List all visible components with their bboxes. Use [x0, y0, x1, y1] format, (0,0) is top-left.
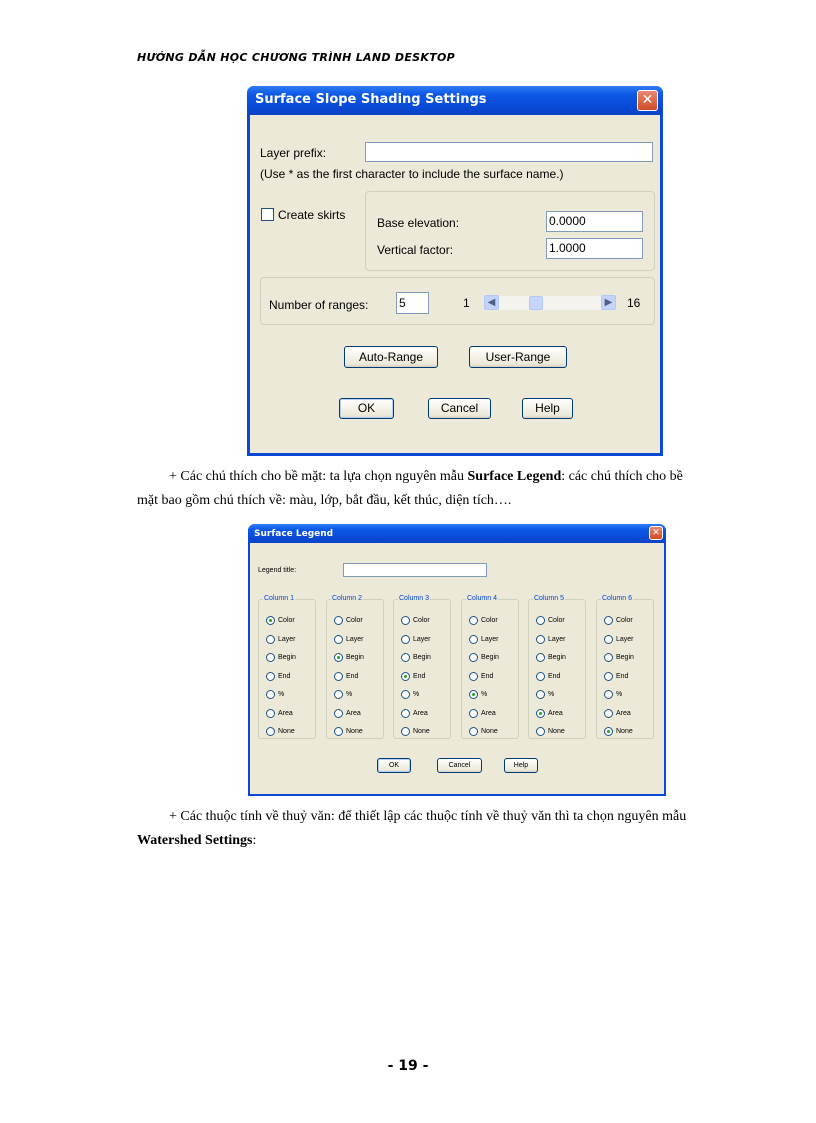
user-range-button[interactable]: User-Range [469, 346, 567, 368]
legend-option-label: % [616, 691, 623, 698]
legend-option-label: None [481, 728, 498, 735]
radio-button-icon[interactable] [536, 727, 545, 736]
legend-option-label: End [346, 673, 359, 680]
legend-option-label: None [346, 728, 363, 735]
legend-option-label: Layer [481, 636, 499, 643]
legend-option-label: Area [548, 710, 563, 717]
legend-option-label: Color [481, 617, 498, 624]
legend-option-label: Area [278, 710, 293, 717]
legend-option-label: End [413, 673, 426, 680]
legend-column-title: Column 2 [332, 595, 362, 602]
legend-column-group [326, 595, 384, 739]
legend-option-label: Layer [346, 636, 364, 643]
radio-button-icon[interactable] [469, 653, 478, 662]
legend-option-label: Color [278, 617, 295, 624]
ok-button[interactable]: OK [377, 758, 411, 773]
legend-option-label: Begin [278, 654, 296, 661]
watershed-description [137, 805, 737, 853]
ok-button[interactable]: OK [339, 398, 394, 419]
radio-button-icon[interactable] [266, 709, 275, 718]
radio-button-icon[interactable] [469, 616, 478, 625]
legend-option-label: Area [481, 710, 496, 717]
slope-shading-dialog [247, 86, 663, 456]
radio-button-icon[interactable] [266, 653, 275, 662]
legend-option-label: Color [413, 617, 430, 624]
page-header: HƯỚNG DẪN HỌC CHƯƠNG TRÌNH LAND DESKTOP [137, 51, 456, 64]
radio-button-icon[interactable] [604, 653, 613, 662]
radio-button-icon[interactable] [536, 709, 545, 718]
range-min-label: 1 [463, 296, 470, 310]
radio-button-icon[interactable] [334, 709, 343, 718]
radio-button-icon[interactable] [604, 635, 613, 644]
legend-option-label: None [616, 728, 633, 735]
base-elevation-label: Base elevation: [377, 216, 460, 230]
radio-button-icon[interactable] [334, 672, 343, 681]
legend-description-line2: mặt bao gồm chú thích về: màu, lớp, bắt đầu, kết thúc, diện tích…. [137, 493, 512, 508]
legend-column-title: Column 4 [467, 595, 497, 602]
radio-button-icon[interactable] [266, 616, 275, 625]
radio-button-icon[interactable] [604, 709, 613, 718]
legend-option-label: Area [616, 710, 631, 717]
legend-option-label: Area [413, 710, 428, 717]
legend-column-group [258, 595, 316, 739]
radio-button-icon[interactable] [401, 616, 410, 625]
radio-button-icon[interactable] [536, 616, 545, 625]
legend-title-label: Legend title: [258, 567, 297, 574]
surface-legend-term: Surface Legend [467, 469, 562, 484]
legend-dialog-body [250, 543, 664, 794]
legend-option-label: Layer [616, 636, 634, 643]
close-icon[interactable]: ✕ [649, 526, 663, 540]
radio-button-icon[interactable] [401, 635, 410, 644]
radio-button-icon[interactable] [469, 635, 478, 644]
legend-option-label: % [548, 691, 555, 698]
legend-option-label: None [413, 728, 430, 735]
watershed-settings-term: Watershed Settings [137, 833, 253, 848]
legend-option-label: End [616, 673, 629, 680]
radio-button-icon[interactable] [266, 727, 275, 736]
legend-option-label: End [481, 673, 494, 680]
layer-prefix-label: Layer prefix: [260, 146, 327, 160]
slope-dialog-title: Surface Slope Shading Settings [255, 92, 487, 107]
radio-button-icon[interactable] [604, 727, 613, 736]
radio-button-icon[interactable] [604, 672, 613, 681]
create-skirts-label: Create skirts [278, 208, 346, 222]
radio-button-icon[interactable] [266, 672, 275, 681]
scroll-right-icon[interactable]: ▶ [601, 295, 616, 310]
radio-button-icon[interactable] [401, 653, 410, 662]
radio-button-icon[interactable] [469, 727, 478, 736]
radio-button-icon[interactable] [401, 727, 410, 736]
legend-option-label: None [278, 728, 295, 735]
legend-description-line1: + Các chú thích cho bề mặt: ta lựa chọn nguyên mẫu Surface Legend: các chú thích cho bề [169, 469, 683, 484]
cancel-button[interactable]: Cancel [428, 398, 491, 419]
legend-column-title: Column 5 [534, 595, 564, 602]
radio-button-icon[interactable] [334, 616, 343, 625]
radio-button-icon[interactable] [536, 653, 545, 662]
legend-dialog-titlebar[interactable] [248, 524, 666, 543]
legend-option-label: Begin [548, 654, 566, 661]
slope-dialog-body [250, 115, 660, 453]
radio-button-icon[interactable] [469, 672, 478, 681]
radio-button-icon[interactable] [334, 653, 343, 662]
legend-option-label: Begin [481, 654, 499, 661]
base-elevation-input[interactable]: 0.0000 [546, 211, 643, 232]
legend-option-label: Layer [278, 636, 296, 643]
radio-button-icon[interactable] [536, 635, 545, 644]
slope-dialog-titlebar[interactable] [247, 86, 663, 115]
watershed-description-line1: + Các thuộc tính về thuỷ văn: để thiết lập các thuộc tính về thuỷ văn thì ta chọn nguyên mẫu [169, 809, 687, 824]
legend-column-group [461, 595, 519, 739]
legend-option-label: % [346, 691, 353, 698]
legend-option-label: Begin [413, 654, 431, 661]
close-icon[interactable]: ✕ [637, 90, 658, 111]
page-number: - 19 - [387, 1058, 429, 1074]
radio-button-icon[interactable] [334, 727, 343, 736]
watershed-description-line2: Watershed Settings: [137, 833, 257, 848]
radio-button-icon[interactable] [401, 690, 410, 699]
legend-option-label: Begin [346, 654, 364, 661]
help-button[interactable]: Help [504, 758, 538, 773]
layer-prefix-input[interactable] [365, 142, 653, 162]
auto-range-button[interactable]: Auto-Range [344, 346, 438, 368]
create-skirts-checkbox[interactable] [261, 208, 274, 221]
radio-button-icon[interactable] [604, 616, 613, 625]
vertical-factor-input[interactable]: 1.0000 [546, 238, 643, 259]
legend-option-label: Color [346, 617, 363, 624]
legend-option-label: % [278, 691, 285, 698]
legend-title-input[interactable] [343, 563, 487, 577]
radio-button-icon[interactable] [604, 690, 613, 699]
layer-prefix-hint: (Use * as the first character to include the surface name.) [260, 167, 564, 181]
legend-column-title: Column 3 [399, 595, 429, 602]
legend-option-label: Area [346, 710, 361, 717]
legend-column-title: Column 6 [602, 595, 632, 602]
radio-button-icon[interactable] [334, 690, 343, 699]
legend-option-label: % [481, 691, 488, 698]
legend-dialog-title: Surface Legend [254, 529, 334, 539]
legend-option-label: Layer [413, 636, 431, 643]
radio-button-icon[interactable] [401, 709, 410, 718]
legend-column-group [528, 595, 586, 739]
vertical-factor-label: Vertical factor: [377, 243, 454, 257]
legend-option-label: % [413, 691, 420, 698]
number-of-ranges-input[interactable]: 5 [396, 292, 429, 314]
legend-option-label: None [548, 728, 565, 735]
legend-option-label: Begin [616, 654, 634, 661]
help-button[interactable]: Help [522, 398, 573, 419]
radio-button-icon[interactable] [469, 709, 478, 718]
radio-button-icon[interactable] [536, 672, 545, 681]
radio-button-icon[interactable] [469, 690, 478, 699]
legend-option-label: Color [616, 617, 633, 624]
radio-button-icon[interactable] [266, 635, 275, 644]
legend-description [137, 465, 737, 513]
radio-button-icon[interactable] [536, 690, 545, 699]
radio-button-icon[interactable] [401, 672, 410, 681]
legend-option-label: Layer [548, 636, 566, 643]
surface-legend-dialog [248, 524, 666, 796]
legend-column-title: Column 1 [264, 595, 294, 602]
legend-option-label: Color [548, 617, 565, 624]
legend-column-group [393, 595, 451, 739]
radio-button-icon[interactable] [266, 690, 275, 699]
legend-option-label: End [548, 673, 561, 680]
scroll-left-icon[interactable]: ◀ [484, 295, 499, 310]
number-of-ranges-label: Number of ranges: [269, 298, 369, 312]
cancel-button[interactable]: Cancel [437, 758, 482, 773]
legend-column-group [596, 595, 654, 739]
range-max-label: 16 [627, 296, 641, 310]
ranges-slider-thumb[interactable] [529, 296, 543, 310]
ranges-slider-track[interactable] [499, 296, 601, 310]
radio-button-icon[interactable] [334, 635, 343, 644]
legend-option-label: End [278, 673, 291, 680]
